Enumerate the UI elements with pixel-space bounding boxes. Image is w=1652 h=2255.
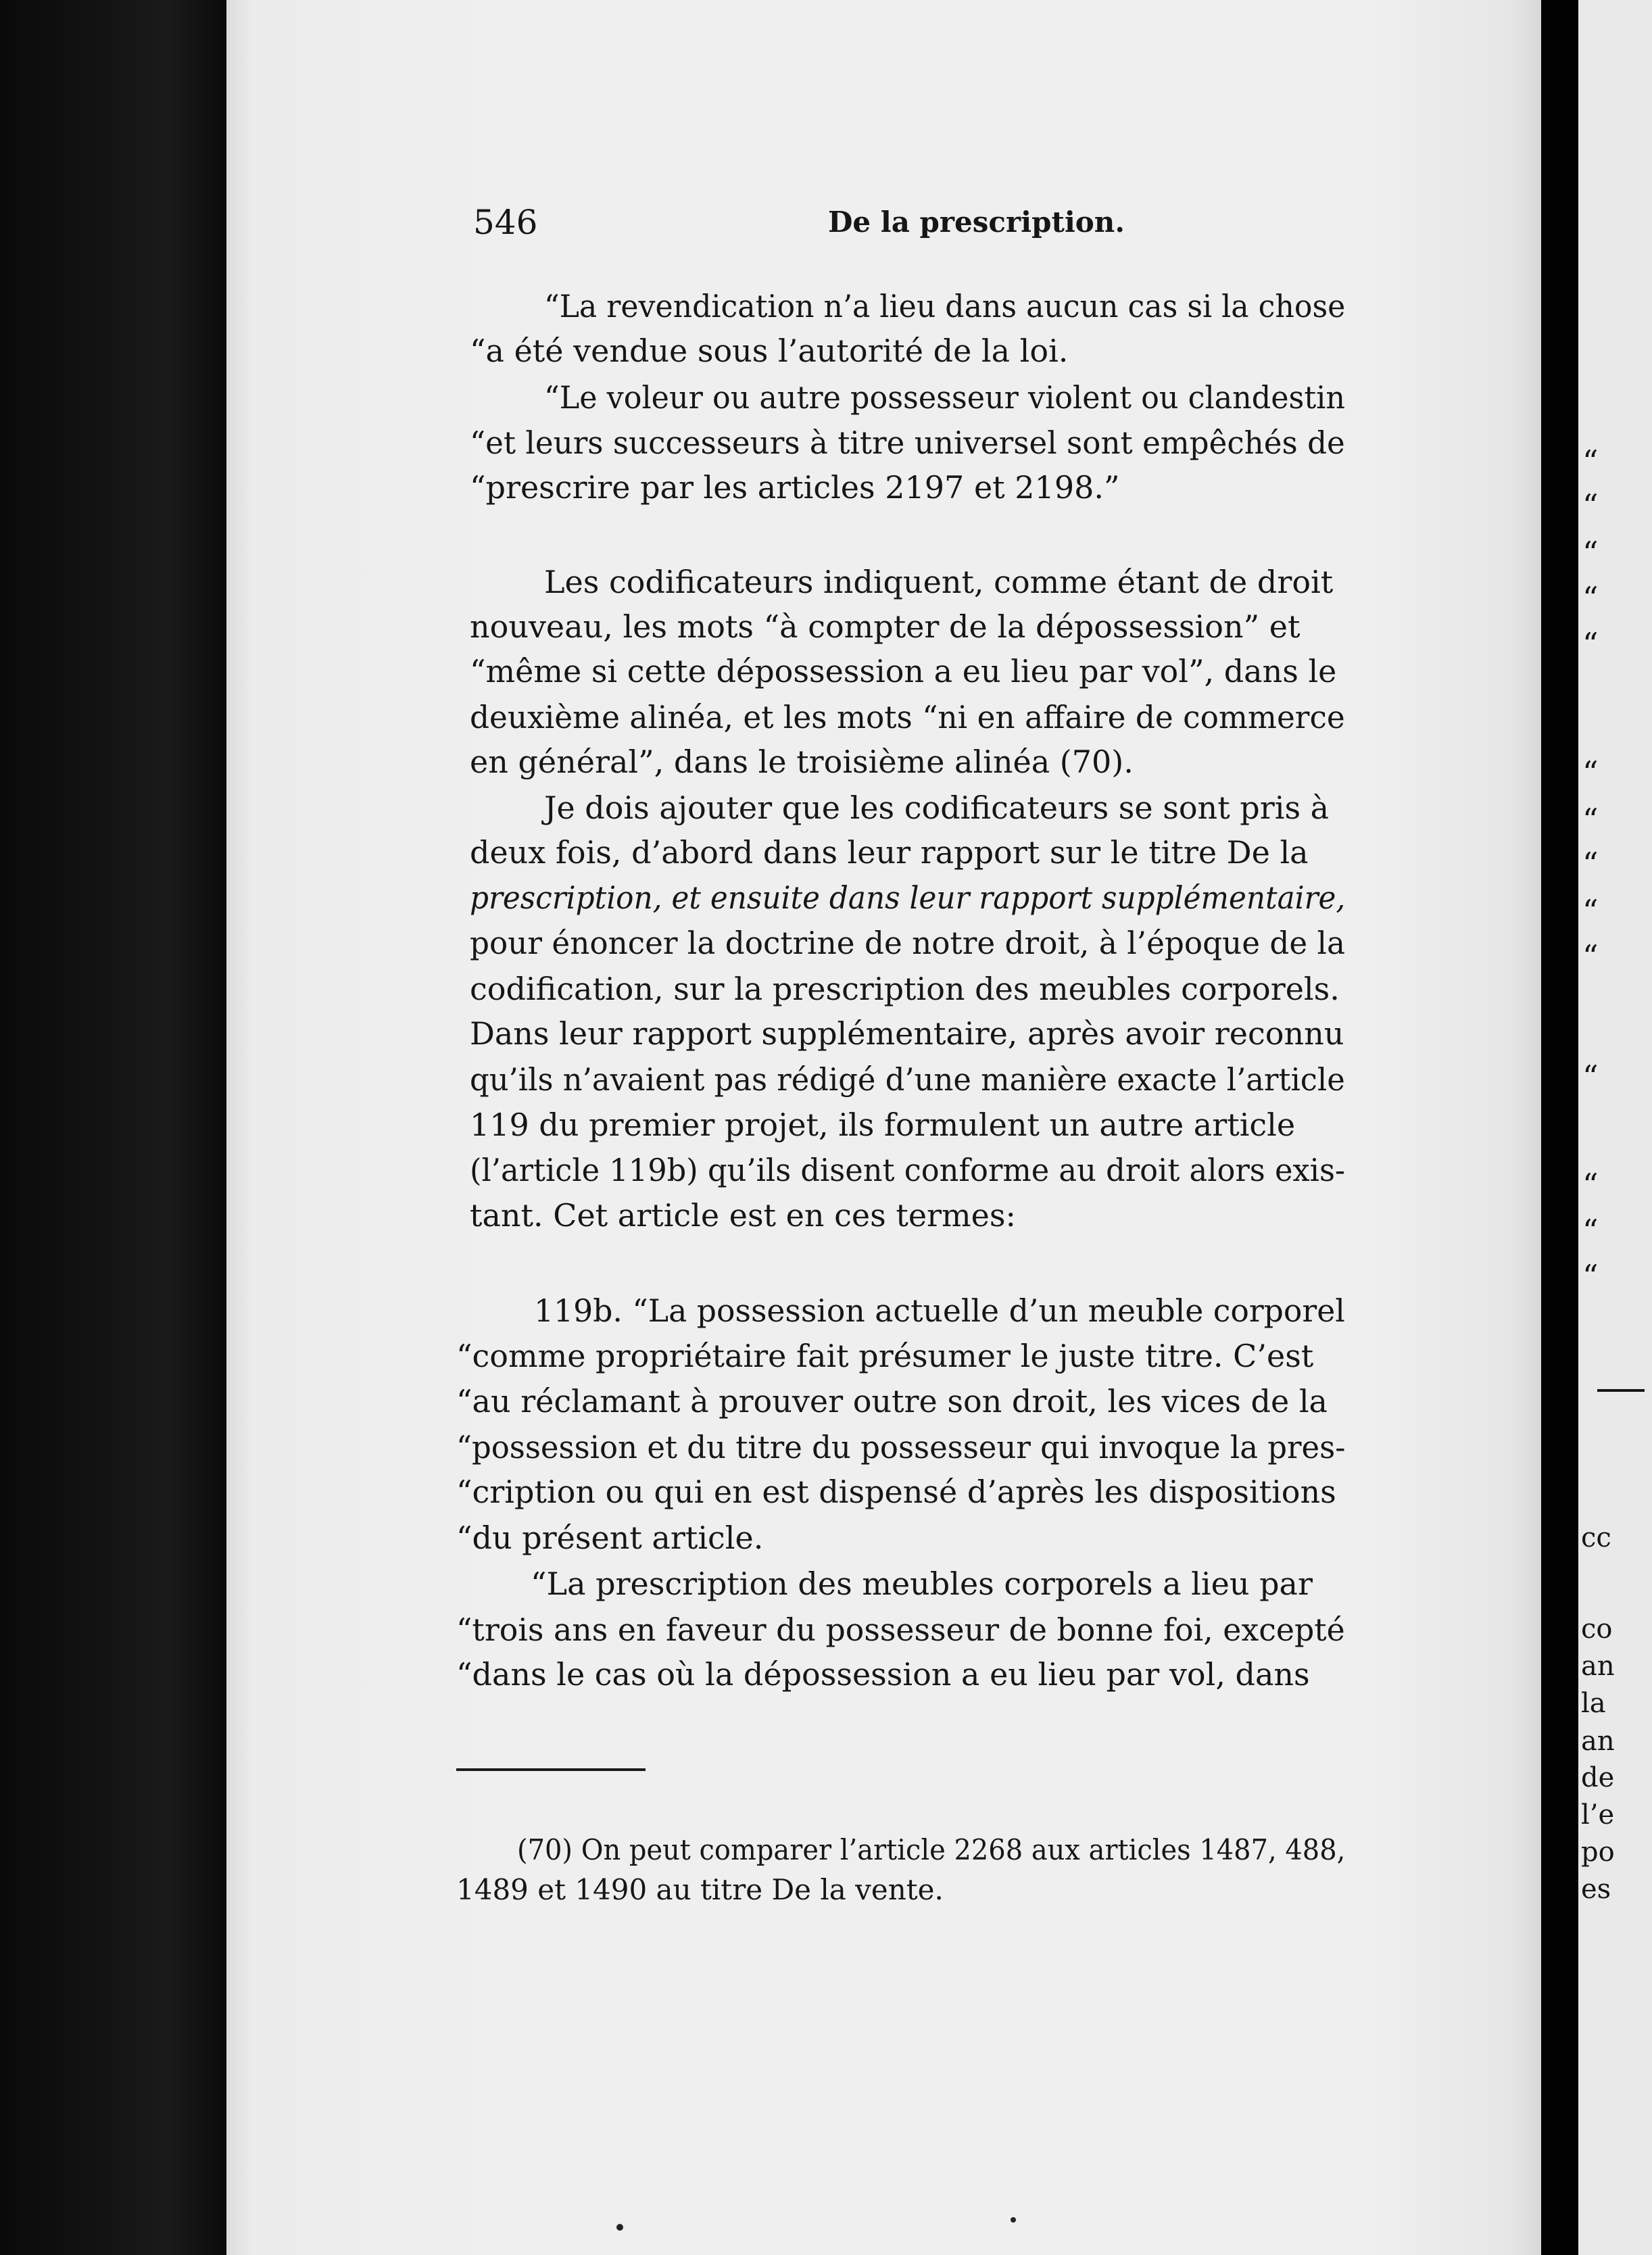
neighbor-word: cc — [1581, 1522, 1611, 1553]
text-line: “dans le cas où la dépossession a eu lieu par vol, dans — [456, 1656, 1310, 1693]
quote-mark: “ — [1582, 1167, 1599, 1203]
neighbor-word: an — [1581, 1651, 1615, 1682]
text-line: “a été vendue sous l’autorité de la loi. — [470, 333, 1069, 369]
book-binding-edge — [0, 0, 257, 2255]
quote-mark: “ — [1582, 1213, 1599, 1249]
quote-mark: “ — [1582, 580, 1599, 616]
quote-mark: “ — [1582, 938, 1599, 975]
text-line: “possession et du titre du possesseur qui invoque la pres- — [456, 1429, 1346, 1465]
text-line: “trois ans en faveur du possesseur de bonne foi, excepté — [456, 1611, 1345, 1648]
quote-mark: “ — [1582, 487, 1599, 524]
neighbor-word: co — [1581, 1614, 1613, 1645]
text-line: Je dois ajouter que les codificateurs se sont pris à — [544, 790, 1330, 826]
neighbor-word: la — [1581, 1688, 1606, 1719]
neighbor-word: l’e — [1581, 1799, 1615, 1830]
text-line: “et leurs successeurs à titre universel sont empêchés de — [470, 425, 1345, 461]
quote-mark: “ — [1582, 1258, 1599, 1294]
text-line: “au réclamant à prouver outre son droit, les vices de la — [456, 1383, 1328, 1420]
text-line: tant. Cet article est en ces termes: — [470, 1197, 1016, 1234]
text-line: codification, sur la prescription des meubles corporels. — [470, 971, 1340, 1007]
scan-speck — [616, 2224, 623, 2231]
quote-mark: “ — [1582, 893, 1599, 929]
text-line: deuxième alinéa, et les mots “ni en affaire de commerce — [470, 699, 1345, 735]
quote-mark: “ — [1582, 443, 1599, 480]
text-line: “même si cette dépossession a eu lieu par vol”, dans le — [470, 653, 1337, 689]
footnote-rule — [456, 1768, 646, 1771]
running-title: De la prescription. — [828, 205, 1125, 239]
page-number: 546 — [473, 203, 538, 242]
book-page — [226, 0, 1541, 2255]
quote-mark: “ — [1582, 754, 1599, 791]
quote-mark: “ — [1582, 1059, 1599, 1095]
text-line: Dans leur rapport supplémentaire, après avoir reconnu — [470, 1015, 1344, 1052]
text-line: “du présent article. — [456, 1520, 764, 1556]
scan-speck — [1011, 2217, 1016, 2223]
neighbor-page-edge — [1578, 0, 1652, 2255]
footnote-line: 1489 et 1490 au titre De la vente. — [456, 1873, 944, 1906]
neighbor-word: an — [1581, 1726, 1615, 1757]
quote-mark: “ — [1582, 626, 1599, 662]
text-line: nouveau, les mots “à compter de la dépossession” et — [470, 608, 1301, 645]
neighbor-rule — [1597, 1389, 1645, 1392]
neighbor-word: po — [1581, 1837, 1615, 1868]
neighbor-word: es — [1581, 1874, 1611, 1905]
footnote-line: (70) On peut comparer l’article 2268 aux articles 1487, 488, — [517, 1833, 1346, 1866]
text-line: “prescrire par les articles 2197 et 2198.” — [470, 469, 1120, 506]
quote-mark: “ — [1582, 535, 1599, 571]
text-line: pour énoncer la doctrine de notre droit, à l’époque de la — [470, 925, 1346, 961]
text-line: en général”, dans le troisième alinéa (70). — [470, 744, 1134, 780]
text-line: 119b. “La possession actuelle d’un meuble corporel — [534, 1292, 1345, 1329]
neighbor-word: de — [1581, 1762, 1615, 1793]
text-line: Les codificateurs indiquent, comme étant de droit — [544, 564, 1334, 600]
page-header — [226, 203, 1541, 243]
text-line: deux fois, d’abord dans leur rapport sur le titre De la — [470, 834, 1309, 871]
text-line: “La revendication n’a lieu dans aucun cas si la chose — [544, 288, 1346, 324]
text-line: prescription, et ensuite dans leur rapport supplémentaire, — [470, 879, 1346, 916]
page-gutter — [1541, 0, 1582, 2255]
quote-mark: “ — [1582, 802, 1599, 838]
quote-mark: “ — [1582, 846, 1599, 882]
text-line: “cription ou qui en est dispensé d’après les dispositions — [456, 1474, 1336, 1510]
text-line: “La prescription des meubles corporels a lieu par — [531, 1566, 1313, 1602]
text-line: “Le voleur ou autre possesseur violent ou clandestin — [544, 379, 1345, 416]
text-line: “comme propriétaire fait présumer le juste titre. C’est — [456, 1338, 1314, 1374]
text-line: 119 du premier projet, ils formulent un autre article — [470, 1107, 1296, 1143]
text-line: (l’article 119b) qu’ils disent conforme au droit alors exis- — [470, 1152, 1346, 1188]
text-line: qu’ils n’avaient pas rédigé d’une manière exacte l’article — [470, 1061, 1345, 1098]
